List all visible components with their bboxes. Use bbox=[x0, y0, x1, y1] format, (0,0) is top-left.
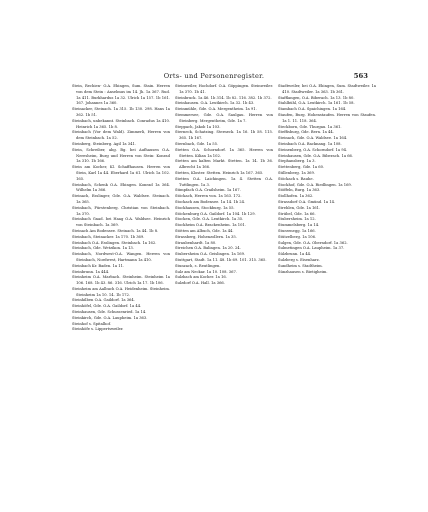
index-entry: Stuttgart, Stadt. 1a 11. 48. 1b 69. 101. 315. 365. bbox=[175, 257, 267, 262]
index-entry: Sulzbach am Kocher. 1a 16. bbox=[175, 275, 227, 280]
index-entry: Stimpfach O.A. Crailsheim. 1a 167. bbox=[175, 188, 241, 193]
index-entry: Stummelsberg. 1a 14. bbox=[278, 223, 320, 228]
index-entry: Stöckach, Herren von. 1a 163. 172. bbox=[175, 194, 242, 199]
index-entry: Steinhöfe s. Lippertsweiler. bbox=[72, 327, 124, 332]
index-entry: Steffisburg, Gde. Bern. 1a 44. bbox=[278, 130, 334, 135]
index-entry: Sulzberg s. Eisenharz. bbox=[278, 257, 320, 262]
index-entry: Sünzhausen s. Bietigheim. bbox=[278, 269, 328, 274]
index-entry: Steinhöfel, Gde. O.A. Gaildorf. 1a 44. bbox=[72, 304, 142, 309]
index-entry: Steinbach O.A. Backnang. 1a 108. bbox=[278, 141, 342, 146]
index-entry: Sterneck, Schatzing. Sterneck. 1a 16. 1b 58. 115. 365. 1b 167. bbox=[175, 130, 273, 141]
index-entry: Stetten O.A. Schorndorf. 1a 365. Herren von Stetten. Kilian 1a 102. bbox=[175, 147, 273, 158]
index-entry: Stockhausen, Stockburg. 1a 55. bbox=[175, 205, 235, 210]
index-entry: Stettenberg, Gde. 1a 60. bbox=[278, 165, 325, 170]
index-entry: Steinbach, Gde. Wetzikon. 1a 13. bbox=[72, 246, 134, 251]
index-entry: Steppach, Jakob 1a 103. bbox=[175, 124, 221, 129]
index-entry: Stocken, Gde. O.A. Leutkirch. 1a 35. bbox=[175, 217, 244, 222]
index-entry: Sulmetingen O.A. Laupheim. 1a 37. bbox=[278, 246, 345, 251]
index-entry: Stafflangen, O.A. Biberach. 1a 13. 1b 80. bbox=[278, 95, 355, 100]
running-title: Orts- und Personenregister. bbox=[163, 72, 265, 80]
index-column-3 bbox=[278, 84, 376, 333]
index-entry: Stöffeln, Burg. 1a 363. bbox=[278, 188, 321, 193]
index-entry: Steinhausen. O.A. Leutkirch. 1a 32. 1b 43. bbox=[175, 101, 255, 106]
index-entry: Stockach am Bodensee. 1a 14. 1b 24. bbox=[175, 199, 246, 204]
index-entry: Stubersheim O.A. Geislingen. 1a 169. bbox=[175, 252, 246, 257]
index-entry: Steinweiler, Hochdorf. O.A. Göppingen. Steinweiler. 1a 370. 1b 41. bbox=[175, 84, 273, 94]
index-entry: Stadtweiler, bei O.A. Ehingen, Sum. Stadtweiler. 1a 410. Stadtweiler. 1a 363. 1b 361. bbox=[278, 84, 376, 94]
index-entry: Steinbach, Schenk O.A. Ehingen. Konrad 1a 364. Wilhelm 1a 366. bbox=[72, 182, 170, 193]
index-entry: Steinbach, Steinacker. 1a 170. 1b 369. bbox=[72, 234, 145, 239]
index-entry: Stubersheim. 1a 12. bbox=[278, 217, 316, 222]
index-entry: Steinberg, Steinberg. Agil 1a 341. bbox=[72, 141, 136, 146]
index-entry: Stein am Kocher, Kl. Schaffhausen. Herren von Stein, Karl 1a 44. Eberhard 1a 61. Ulrich 1a 102. 165. bbox=[72, 165, 170, 181]
index-entry: Sturzenegg. 1a 166. bbox=[278, 228, 316, 233]
index-entry: Sülzbrunn. 1a 44. bbox=[278, 252, 312, 257]
index-entry: Steinbach, Nordwest-O.A. Wangen. Herren von Steinbach, Nordwest, Hartmann 1a 410. bbox=[72, 252, 170, 262]
index-entry: Steinbach O.A. Esslingen. Steinbach. 1a 162. bbox=[72, 240, 157, 245]
index-entry: Steinkirch, Gde. O.A. Laupheim. 1a 363. bbox=[72, 315, 148, 320]
index-entry: Stetten am kalten Markt. Stetten. 1a 14. 1b 36. Albrecht 1a 166. bbox=[175, 159, 273, 170]
index-entry: Stunzach, s. Reutlingen. bbox=[175, 263, 221, 268]
index-entry: Strehlen, Gde. 1a 161. bbox=[278, 205, 321, 210]
index-entry: Steinbach, Fürstenberg. Christian von Steinbach. 1a 370. bbox=[72, 205, 170, 216]
index-entry: Steinenberg, O.A. Schorndorf. 1a 94. bbox=[278, 147, 348, 152]
index-entry: Straubenhardt. 1a 80. bbox=[175, 240, 217, 245]
index-entry: Strassdorf O.A. Gmünd. 1a 14. bbox=[278, 199, 336, 204]
index-entry: Stöckach s. Rauhe. bbox=[278, 176, 314, 181]
index-entry: Steinbach Gnad. bei Haag O.A. Waldsee. Heinrich von Steinbach. 1a 369. bbox=[72, 217, 170, 228]
index-entry: Steinhof s. Spitalhof. bbox=[72, 321, 112, 326]
index-entry: Stockheim O.A. Brackenheim. 1a 101. bbox=[175, 223, 246, 228]
page-number: 563 bbox=[353, 72, 368, 80]
index-entry: Sulgen, Gde. O.A. Oberndorf. 1a 362. bbox=[278, 240, 348, 245]
index-entry: Stützelberg. 1a 106. bbox=[278, 234, 317, 239]
index-entry: Steinhausen, Gde. Schussenried. 1a 14. bbox=[72, 310, 147, 315]
index-entry: Strübel, Gde. 1a 66. bbox=[278, 211, 316, 216]
index-entry: Stollhofen. 1a 362. bbox=[278, 194, 314, 199]
index-entry: Steinbach (Vor dem Wald). Zimmerli, Herren von dem Steinbach. 1a 52. bbox=[72, 130, 170, 141]
index-entry: Steinbach, unbekannt. Steinbach. Conradus 1a 410. Heinrich 1a 365. 1b 8. bbox=[72, 118, 170, 129]
index-entry: Steinbruck. 1a 46. 1b 314. 1b 82. 116. 382. 1b 372. bbox=[175, 95, 272, 100]
index-entry: Steinhausen, Gde. O.A. Biberach. 1a 66. bbox=[278, 153, 354, 158]
index-entry: Staufen, Burg. Hohenstaufen. Herren von Staufen. 1a 1. 11. 118. 364. bbox=[278, 112, 376, 123]
index-entry: Stillenberg. 1a 369. bbox=[278, 170, 316, 175]
index-entry: Steinacker, Steinach. 1a 315. 1b 130. 298. Hans 1a 362. 1b 51. bbox=[72, 107, 170, 117]
index-entry: Steinheim O.A. Marbach. Steinheim. Steinheim 1a 106. 168. 1b 43. 86. 316. Ulrich 1a 17. 1b 106. bbox=[72, 275, 170, 286]
index-entry: Steinach, Esslinger, Gde. O.A. Waldsee. Steinach. 1a 365. bbox=[72, 194, 170, 204]
index-entry: Stöckenburg O.A. Gaildorf. 1a 104. 1b 129. bbox=[175, 211, 256, 216]
page-header bbox=[0, 72, 428, 84]
index-entry: Steinbach Kr. Baden. 1a 11. bbox=[72, 263, 125, 268]
index-entry: Sundheim s. Stadtheim. bbox=[278, 263, 323, 268]
index-entry: Stockhof, Gde. O.A. Riedlingen. 1a 169. bbox=[278, 182, 352, 187]
index-entry: Steinach, Gde. O.A. Waldsee. 1a 164. bbox=[278, 136, 348, 141]
index-entry: Sulz am Neckar. 1a 10. 108. 367. bbox=[175, 269, 238, 274]
index-column-1 bbox=[72, 84, 170, 333]
index-entry: Stambach O.A. Spaichingen. 1a 164. bbox=[278, 107, 347, 112]
index-entry: Steinbrunn. 1a 444. bbox=[72, 269, 110, 274]
index-entry: Stahlbühl, O.A. Leutkirch. 1a 161. 1b 58. bbox=[278, 101, 355, 106]
index-columns bbox=[72, 84, 376, 333]
index-entry: Stetten, Kloster. Stetten. Heinrich 1a 167. 365. bbox=[175, 170, 264, 175]
index-entry: Sulzdorf O.A. Hall. 1a 366. bbox=[175, 281, 225, 286]
index-entry: Steinach Am Bodensee. Steinach. 1a 44. 1b 8. bbox=[72, 228, 159, 233]
index-entry: Stein, Rechien- O.A. Ehingen, Sum. Stain. Herren von dem Stein : Anselmus im 14. Jh. 1a 367. Rud. 1a 411. Burkhardus 1a 32. Ulrich 1a 157. 1b 161. 167. Johannes 1a 360. bbox=[72, 84, 170, 106]
index-entry: Streichen O.A. Balingen. 1a 20. 24. bbox=[175, 246, 241, 251]
index-entry: Steinhilben O.A. Gaildorf. 1a 364. bbox=[72, 298, 135, 303]
index-entry: Steinmühle, Gde. O.A. Mergentheim. 1a 91. bbox=[175, 107, 257, 112]
index-entry: Steinheim am Aalbuch O.A. Heidenheim. Steinheim. Steinheim 1a 10. 14. 1b 172. bbox=[72, 286, 170, 297]
index-entry: Strassberg, Hohenzollern. 1a 35. bbox=[175, 234, 237, 239]
index-entry: Stephansberg. 1a 3. bbox=[278, 159, 316, 164]
index-entry: Stein, Schreiber, abg. Bg. bei Aufhausen O.A. Neresheim, Burg und Herren von Stein: Konrad 1a 310. 1b 166. bbox=[72, 147, 170, 164]
index-column-2 bbox=[175, 84, 273, 333]
index-entry: Stemmersee, Gde. O.A. Saulgau. Herren von Steinberg. Mergentheim, Gde. 1a 7. bbox=[175, 112, 273, 123]
index-entry: Stötten am Albuch, Gde. 1a 44. bbox=[175, 228, 234, 233]
index-entry: Steckborn, Gde. Thurgau. 1a 361. bbox=[278, 124, 342, 129]
index-entry: Sternbach, Gde. 1a 55. bbox=[175, 141, 219, 146]
index-entry: Stetten O.A. Laichingen. 1a 4. Stetten O.A. Tuttlingen. 1a 3. bbox=[175, 176, 273, 187]
